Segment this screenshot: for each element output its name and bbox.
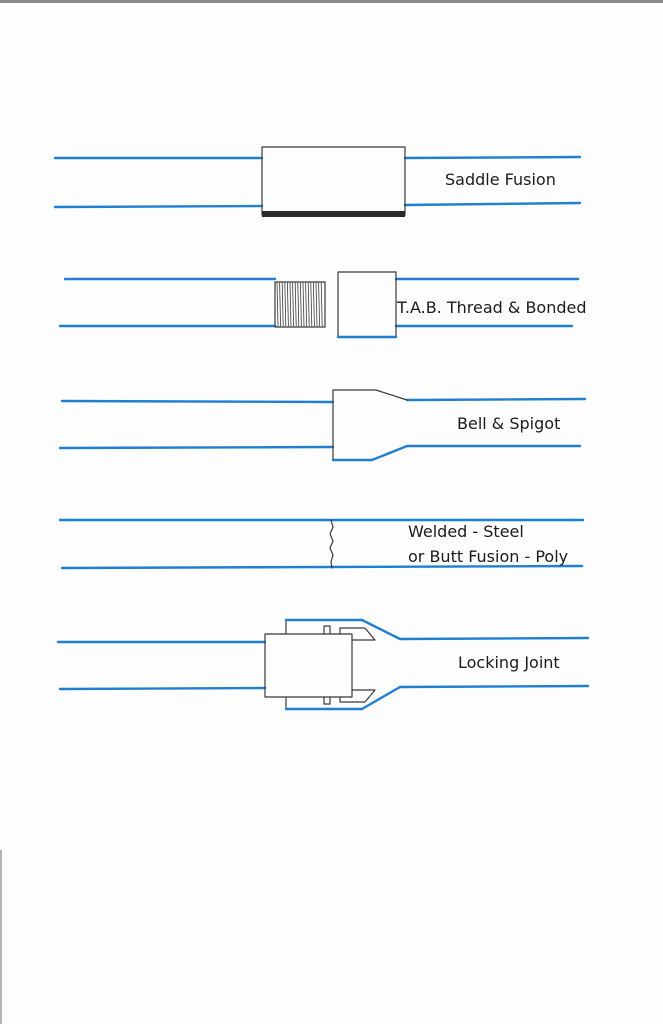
bonded-collar [338, 272, 396, 337]
pipe-bottom [62, 566, 582, 568]
saddle-fusion-band [262, 211, 405, 217]
thread-mark [308, 283, 309, 326]
label-welded-steel: Welded - Steel [408, 522, 524, 541]
bell-taper [372, 446, 407, 460]
saddle-fitting [262, 147, 405, 215]
label-locking-joint: Locking Joint [458, 653, 560, 672]
housing-taper-top [362, 620, 400, 639]
pipe-bottom-right [405, 203, 580, 205]
thread-mark [295, 283, 296, 326]
pipe-bottom-left [60, 447, 333, 448]
pipe-top-right [400, 638, 588, 639]
thread-mark [316, 283, 317, 326]
thread-mark [280, 283, 281, 326]
thread-mark [293, 283, 294, 326]
thread-mark [300, 283, 301, 326]
weld-bead [330, 520, 333, 568]
thread-mark [285, 283, 286, 326]
locking-insert [265, 634, 352, 697]
pipe-bottom-left [60, 688, 265, 689]
pipe-bottom-left [55, 206, 262, 207]
thread-mark [311, 283, 312, 326]
pipe-bottom-right [400, 686, 588, 687]
thread-mark [290, 283, 291, 326]
label-tab-thread-bonded: T.A.B. Thread & Bonded [397, 298, 587, 317]
thread-marks [277, 283, 322, 326]
lock-tab-top [324, 626, 375, 640]
thread-mark [306, 283, 307, 326]
label-bell-spigot: Bell & Spigot [457, 414, 561, 433]
pipe-top-left [62, 401, 333, 402]
thread-mark [277, 283, 278, 326]
label-saddle-fusion: Saddle Fusion [445, 170, 556, 189]
thread-mark [313, 283, 314, 326]
pipe-top-right [405, 157, 580, 158]
thread-mark [303, 283, 304, 326]
thread-mark [287, 283, 288, 326]
pipe-top-right [407, 399, 585, 400]
label-butt-fusion-poly: or Butt Fusion - Poly [408, 547, 569, 566]
thread-mark [282, 283, 283, 326]
thread-mark [321, 283, 322, 326]
thread-mark [298, 283, 299, 326]
thread-mark [319, 283, 320, 326]
